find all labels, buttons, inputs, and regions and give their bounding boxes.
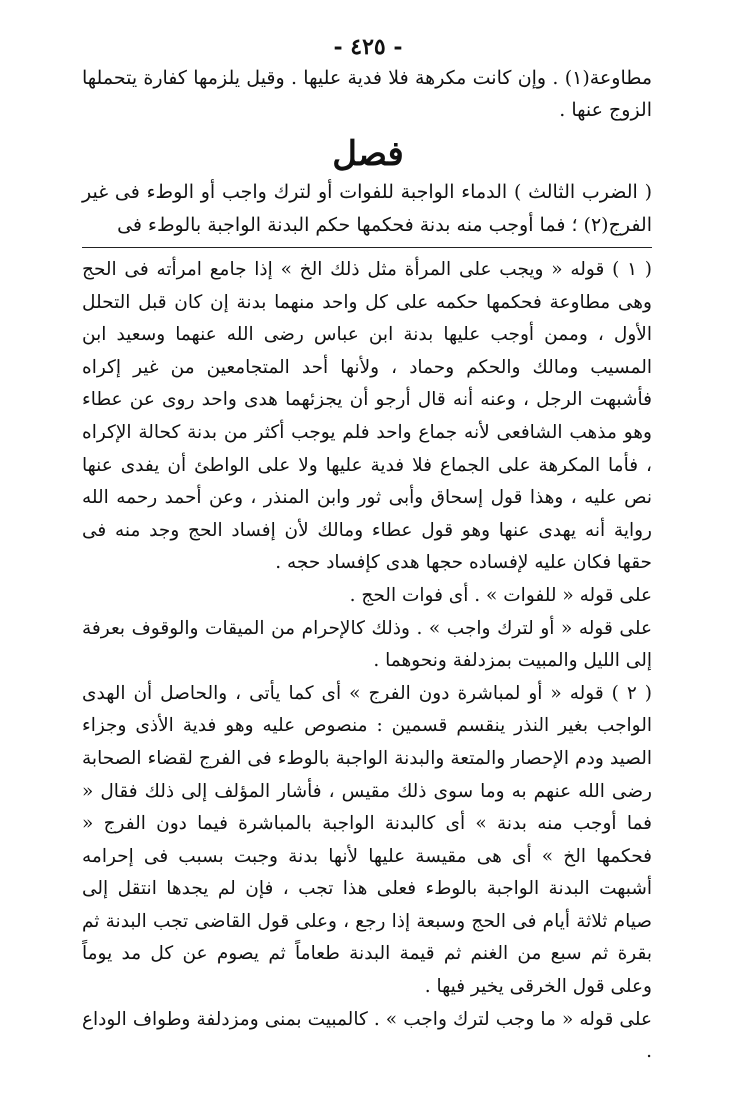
footnote-3: على قوله « أو لترك واجب » . وذلك كالإحرام من الميقات والوقوف بعرفة إلى الليل والمبيت بمزدلفة ونحوهما . [82,617,652,672]
footnote-5: على قوله « ما وجب لترك واجب » . كالمبيت بمنى ومزدلفة وطواف الوداع . [82,1008,652,1063]
main-text-block [82,176,652,242]
page-number: - ٤٢٥ - [333,34,403,60]
top-text-line: مطاوعة(١) . وإن كانت مكرهة فلا فدية عليها . وقيل يلزمها كفارة يتحملها الزوج عنها . [82,67,652,121]
footnote-divider [82,247,652,248]
footnote-2: على قوله « للفوات » . أى فوات الحج . [349,584,652,606]
main-paragraph: ( الضرب الثالث ) الدماء الواجبة للفوات أو لترك واجب أو الوطء فى غير الفرج(٢) ؛ فما أوجب منه بدنة فحكمها حكم البدنة الواجبة بالوطء فى [82,181,652,236]
footnote-4: ( ٢ ) قوله « أو لمباشرة دون الفرج » أى كما يأتى ، والحاصل أن الهدى الواجب بغير النذر ينقسم قسمين : منصوص عليه وهو فدية الأذى وجزاء الصيد ودم الإحصار والمتعة والبدنة الواجبة بالوطء فى الفرج لقضاء الصحابة رضى الله عنهم به وما سوى ذلك مقيس ، فأشار المؤلف إلى ذلك فقال « فما أوجب منه بدنة » أى كالبدنة الواجبة بالمباشرة فيما دون الفرج « فحكمها الخ » أى هى مقيسة عليها لأنها بدنة وجبت بسبب فى إحرامه أشبهت البدنة الواجبة بالوطء فعلى هذا تجب ، فإن لم يجدها انتقل إلى صيام ثلاثة أيام فى الحج وسبعة إذا رجع ، وعلى قول القاضى تجب البدنة ثم بقرة ثم سبع من الغنم ثم قيمة البدنة طعاماً ثم يصوم عن كل مد يوماً وعلى قول الخرقى يخير فيها . [82,682,652,998]
section-heading: فصل [332,134,404,174]
top-text-block [82,62,652,126]
footnote-1: ( ١ ) قوله « ويجب على المرأة مثل ذلك الخ » إذا جامع امرأته فى الحج وهى مطاوعة فحكمها حكمه على كل واحد منهما بدنة إن كان قبل التحلل الأول ، وممن أوجب عليها بدنة ابن عباس رضى الله عنهما وسعيد ابن المسيب ومالك والحكم وحماد ، ولأنها أحد المتجامعين من غير إكراه فأشبهت الرجل ، وعنه أنه قال أرجو أن يجزئهما هدى واحد روى عن عطاء وهو مذهب الشافعى لأنه جماع واحد فلم يوجب أكثر من بدنة كحالة الإكراه ، فأما المكرهة على الجماع فلا فدية عليها ولا على الواطئ أن يفدى عنها نص عليه ، وهذا قول إسحاق وأبى ثور وابن المنذر ، وعن أحمد رحمه الله رواية أنه يهدى عنها وهو قول عطاء ومالك لأن إفساد الحج وجد منه فى حقها فكان عليه لإفساده حجها هدى كإفساد حجه . [82,259,652,574]
footnotes-block [82,254,652,1069]
